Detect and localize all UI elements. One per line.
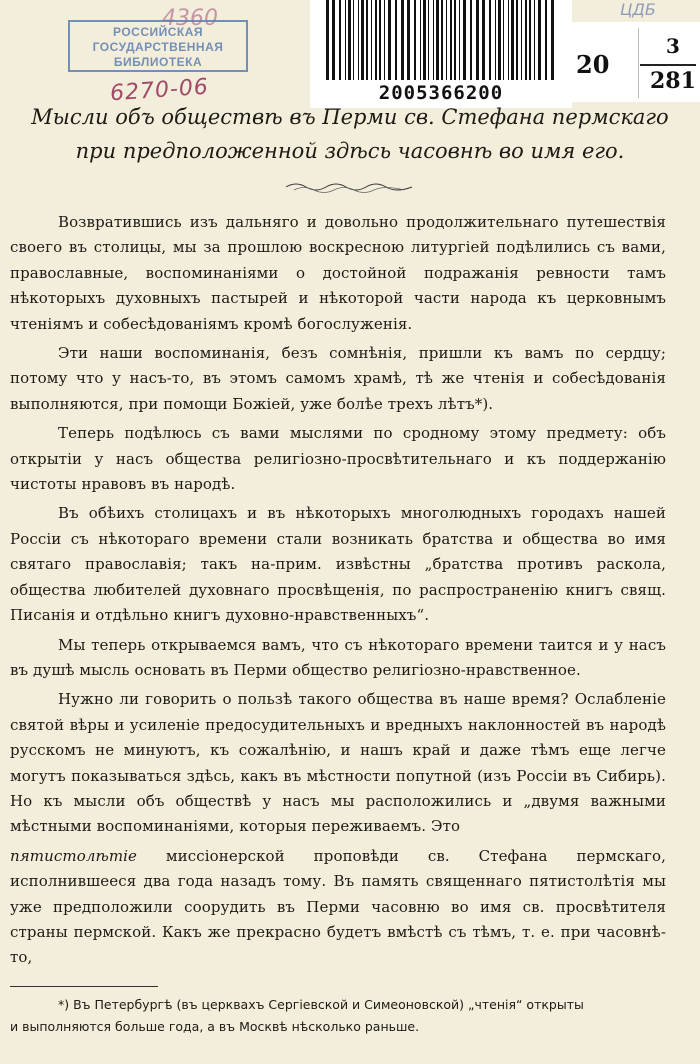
barcode-bar — [508, 0, 509, 80]
stamp-line-1: РОССИЙСКАЯ — [112, 25, 204, 39]
paragraph: Возвратившись изъ дальняго и довольно продолжительнаго путешествія своего въ столицы, мы за прошлою воскресною литургіей подѣлились съ вами, православные, воспоминаніями о достойной подражанія ревности тамъ нѣкоторыхъ духовныхъ пастырей и нѣкоторой части народа къ церковнымъ чтеніямъ и собесѣдованіямъ кромѣ богослуженія. — [10, 213, 666, 333]
barcode-bar — [339, 0, 341, 80]
barcode-bar — [428, 0, 429, 80]
handwritten-number: 4360 — [162, 6, 218, 31]
barcode-bar — [433, 0, 434, 80]
corner-note: ЦДБ — [620, 0, 656, 19]
paragraph: Эти наши воспоминанія, безъ сомнѣнія, пришли къ вамъ по сердцу; потому что у насъ-то, въ этомъ самомъ храмѣ, тѣ же чтенія и собесѣдованія выполняются, при помощи Божіей, уже болѣе трехъ лѣтъ*). — [10, 344, 666, 413]
barcode-bar — [345, 0, 346, 80]
barcode-bar — [326, 0, 329, 80]
barcode-bar — [375, 0, 377, 80]
barcode-bar — [551, 0, 554, 80]
catalog-label — [572, 22, 700, 102]
barcode-number: 2005366200 — [378, 82, 504, 104]
barcode-bar — [423, 0, 426, 80]
barcode-bar — [538, 0, 541, 80]
barcode-bar — [545, 0, 547, 80]
barcode-bar — [516, 0, 518, 80]
paragraph: Въ обѣихъ столицахъ и въ нѣкоторыхъ многолюдныхъ городахъ нашей Россіи съ нѣкотораго времени стали возникать братства и общества во имя святаго православія; такъ на-прим. извѣстны „братства противъ раскола, общества любителей духовнаго просвѣщенія, по распространенію книгъ свящ. Писанія и отдѣльно книгъ духовно-нравственныхъ“. — [10, 504, 666, 625]
barcode-bar — [353, 0, 354, 80]
barcode-bar — [450, 0, 452, 80]
barcode-bar — [388, 0, 391, 80]
barcode-bar — [534, 0, 535, 80]
barcode-bar — [525, 0, 527, 80]
barcode-bar — [446, 0, 447, 80]
barcode-bar — [521, 0, 522, 80]
title-ornament — [284, 180, 414, 194]
footnote — [10, 994, 690, 1038]
footnote-line-2: и выполняются больше года, а въ Москвѣ нѣсколько раньше. — [10, 1019, 420, 1034]
library-stamp — [68, 20, 248, 72]
barcode-bar — [476, 0, 479, 80]
article-body — [10, 210, 666, 975]
barcode-bar — [436, 0, 439, 80]
barcode-bar — [361, 0, 364, 80]
barcode-bar — [420, 0, 421, 80]
barcode-bar — [454, 0, 456, 80]
barcode-bar — [358, 0, 359, 80]
barcode-bar — [348, 0, 351, 80]
title-line-2: при предположенной здѣсь часовнѣ во имя его. — [75, 139, 625, 163]
footnote-rule — [10, 986, 158, 987]
barcode-bar — [407, 0, 410, 80]
barcode-bar — [371, 0, 372, 80]
catalog-fraction-line — [640, 64, 696, 66]
paragraph-text: миссіонерской проповѣди св. Стефана пермскаго, исполнившееся два года назадъ тому. Въ память священнаго пятистолѣтія мы уже предположили соорудить въ Перми часовню во имя св. просвѣтителя страны пермской. Какъ же прекрасно будетъ вмѣстѣ съ тѣмъ, т. е. при часовнѣ-то, — [10, 846, 666, 967]
barcode-bar — [441, 0, 443, 80]
handwritten-shelfmark: 6270-06 — [109, 74, 210, 107]
barcode-bar — [414, 0, 416, 80]
emphasis-word: пятистолѣтіе — [10, 846, 138, 865]
barcode-bar — [459, 0, 460, 80]
barcode-bar — [384, 0, 385, 80]
barcode-bar — [482, 0, 485, 80]
barcode-bar — [495, 0, 496, 80]
barcode-label — [310, 0, 572, 108]
paragraph: Теперь подѣлюсь съ вами мыслями по сродному этому предмету: объ открытіи у насъ общества религіозно-просвѣтительнаго и къ поддержанію чистоты нравовъ въ народѣ. — [10, 424, 666, 494]
barcode-bar — [332, 0, 335, 80]
barcode-bar — [366, 0, 368, 80]
barcode-bar — [470, 0, 472, 80]
barcode-bars — [324, 0, 558, 80]
barcode-bar — [503, 0, 504, 80]
page-title — [14, 100, 686, 168]
footnote-line-1: *) Въ Петербургѣ (въ церквахъ Сергіевской и Симеоновской) „чтенія“ открыты — [58, 997, 584, 1012]
title-line-1: Мысли объ обществѣ въ Перми св. Стефана пермскаго — [31, 105, 669, 129]
catalog-number-left: 20 — [576, 50, 610, 79]
catalog-number-bottom: 281 — [650, 68, 696, 94]
barcode-bar — [395, 0, 397, 80]
paragraph-continued — [10, 844, 666, 971]
barcode-bar — [498, 0, 501, 80]
barcode-bar — [489, 0, 491, 80]
paragraph: Мы теперь открываемся вамъ, что съ нѣкотораго времени таится и у насъ въ душѣ мысль основать въ Перми общество религіозно-нравственное. — [10, 635, 666, 679]
barcode-bar — [379, 0, 381, 80]
stamp-line-2: ГОСУДАРСТВЕННАЯ — [92, 40, 224, 54]
barcode-bar — [529, 0, 531, 80]
paragraph: Нужно ли говорить о пользѣ такого общества въ наше время? Ослабленіе святой вѣры и усиленіе предосудительныхъ и вредныхъ наклонностей въ народѣ русскомъ не минуютъ, къ сожалѣнію, и нашъ край и даже тѣмъ еще легче могутъ показываться здѣсь, какъ въ мѣстности попутной (изъ Россіи въ Сибирь). Но къ мысли объ обществѣ у насъ мы расположились и „двумя важными мѣстными воспоминаніями, которыя переживаемъ. Это — [10, 690, 666, 836]
catalog-number-top: 3 — [666, 34, 680, 58]
barcode-bar — [463, 0, 466, 80]
barcode-bar — [511, 0, 514, 80]
barcode-bar — [401, 0, 404, 80]
stamp-line-3: БИБЛИОТЕКА — [113, 55, 203, 69]
